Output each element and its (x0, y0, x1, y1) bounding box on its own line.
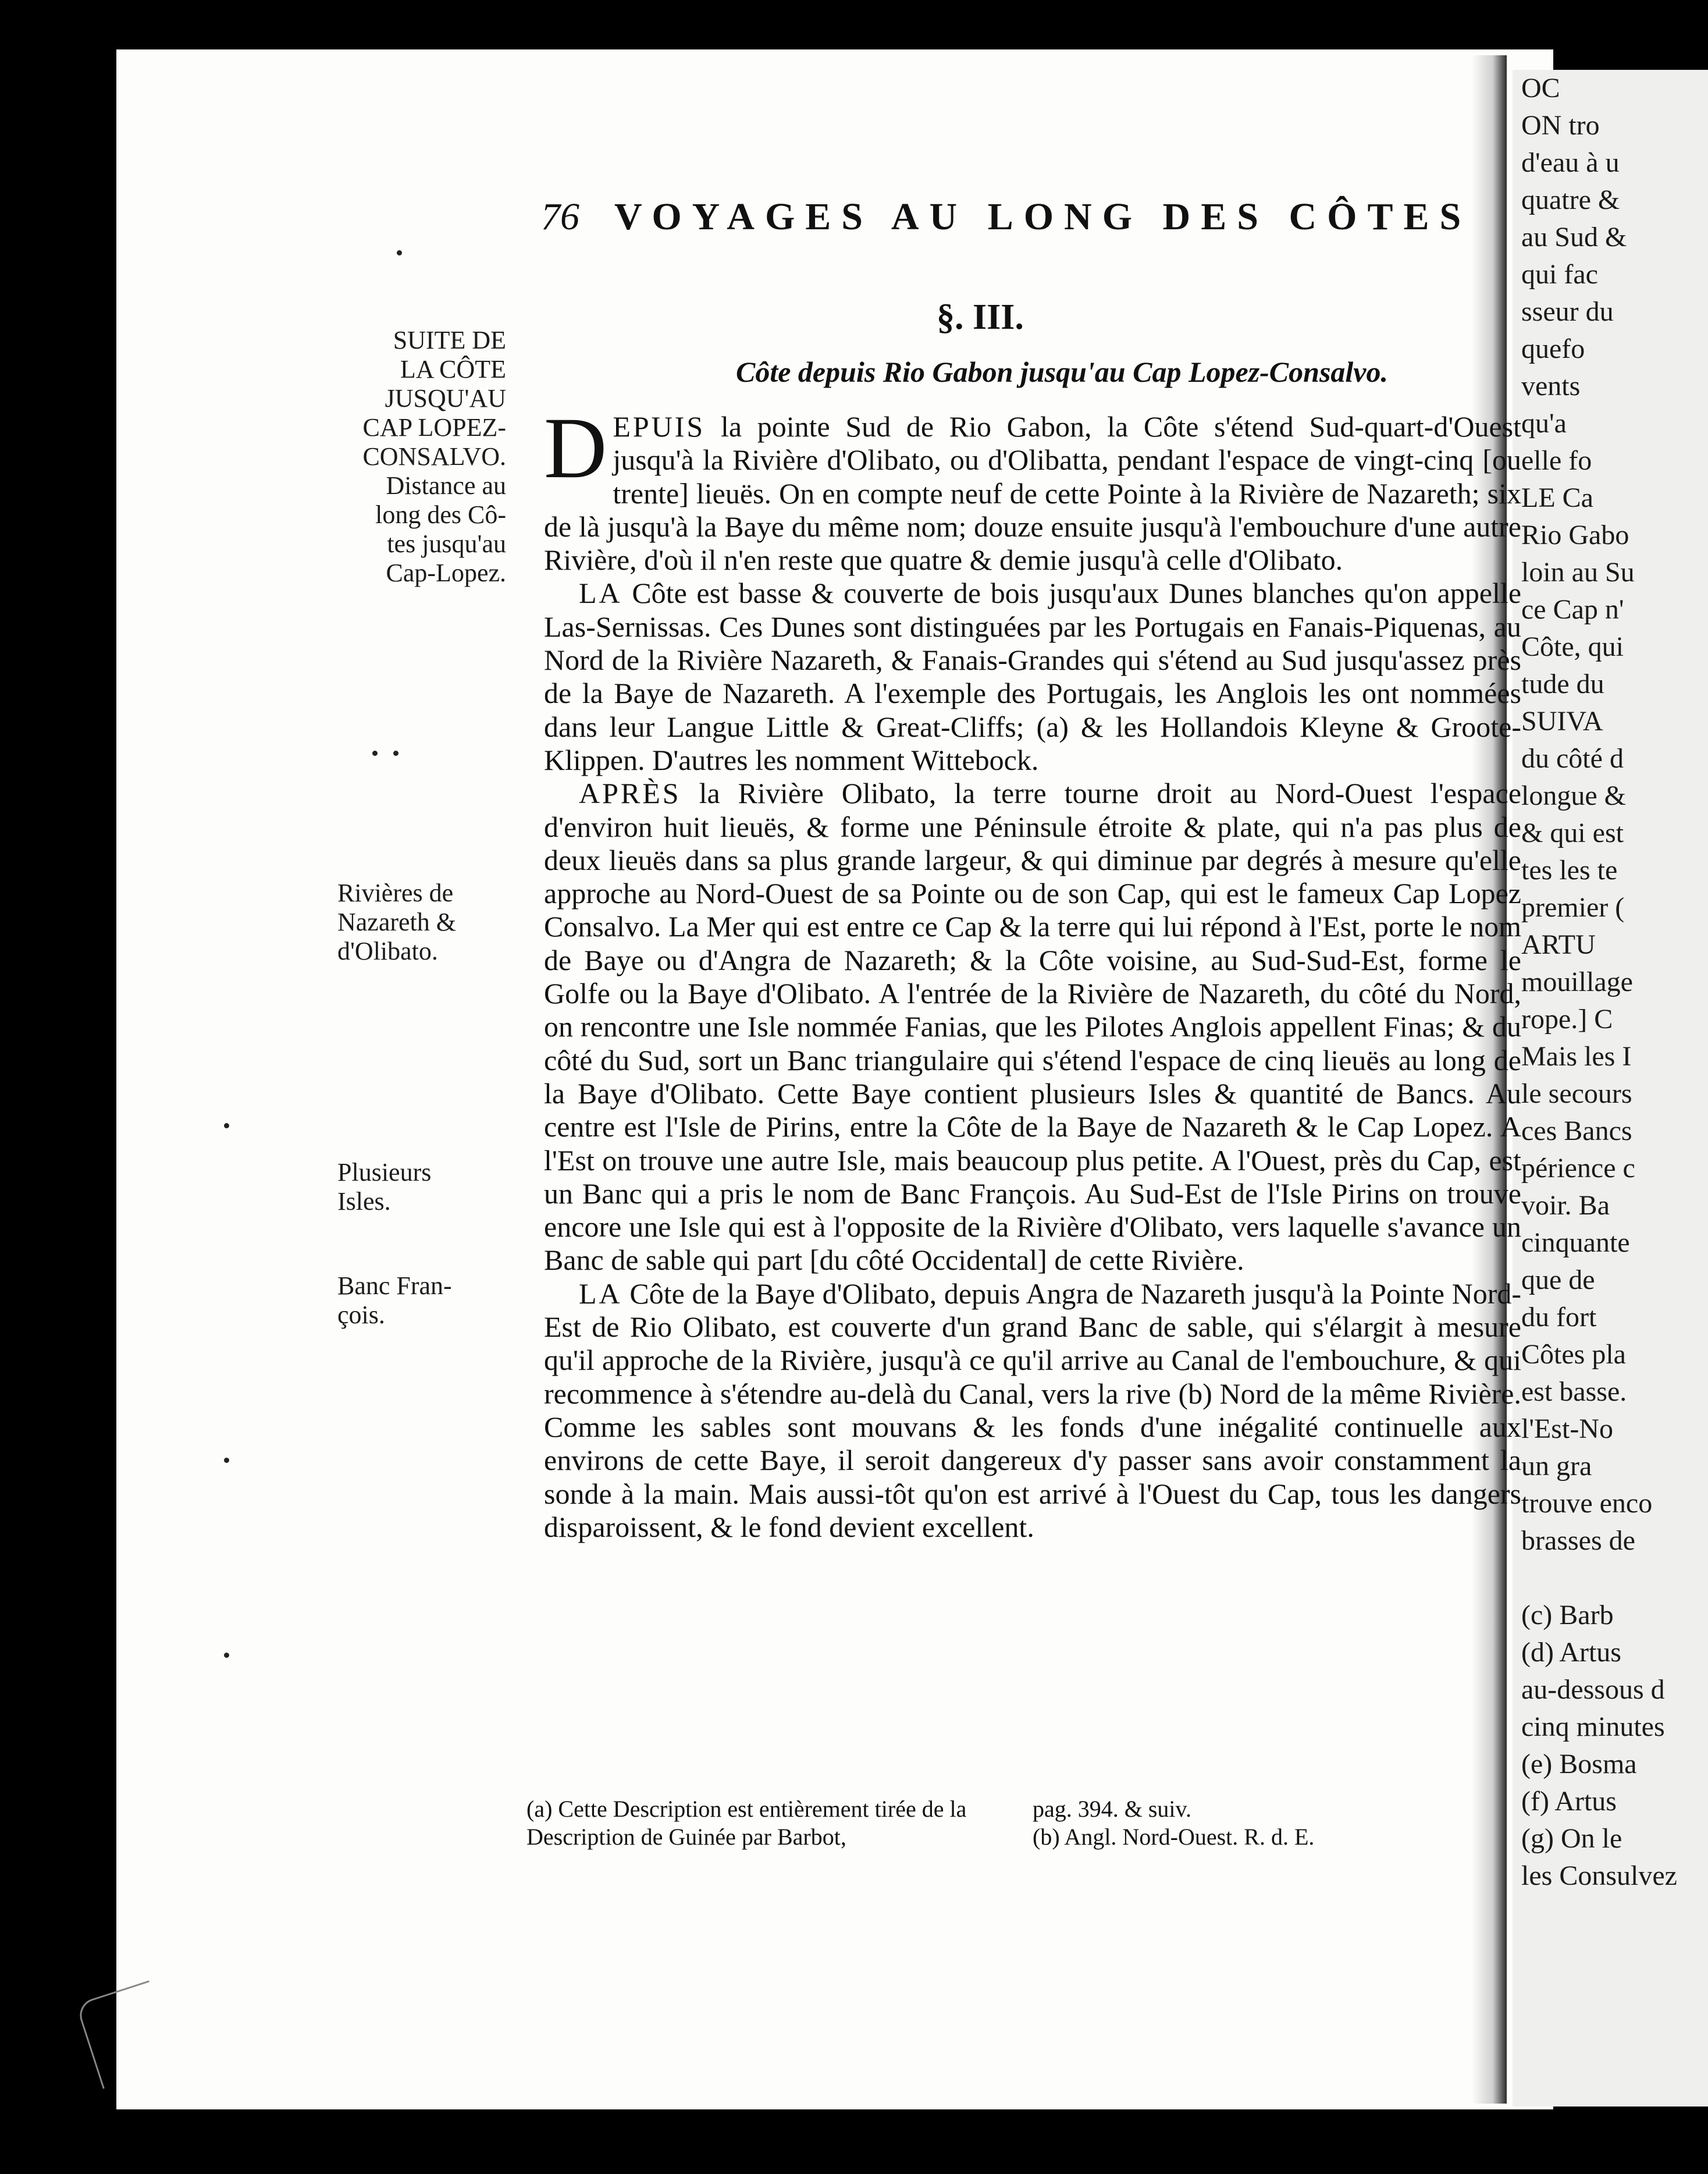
facing-page-line: (d) Artus (1521, 1637, 1621, 1668)
running-header (541, 195, 1483, 239)
facing-page-line: quefo (1521, 333, 1585, 364)
facing-page-line: ce Cap n' (1521, 594, 1624, 625)
facing-page-line: les Consulvez (1521, 1860, 1677, 1891)
margin-dot (224, 1458, 229, 1463)
facing-page-line: ces Bancs (1521, 1116, 1632, 1146)
margin-note-banc (337, 1271, 506, 1330)
margin-note-line: SUITE DE (393, 326, 506, 354)
facing-page-line: (f) Artus (1521, 1786, 1617, 1817)
margin-dot (372, 751, 378, 756)
facing-page (1513, 70, 1708, 2106)
paragraph-text: la pointe Sud de Rio Gabon, la Côte s'étend Sud-quart-d'Ouest jusqu'à la Rivière d'Olibato, ou d'Olibatta, pendant l'espace de vingt-cinq [ou trente] lieuës. On en compte neuf de cette Pointe à la Rivière de Nazareth; six de là jusqu'à la Baye du même nom; douze ensuite jusqu'à l'embouchure d'une autre Rivière, d'où il n'en reste que quatre & demie jusqu'à celle d'Olibato. (544, 410, 1521, 577)
margin-note-line: tes jusqu'au (387, 530, 506, 558)
facing-page-line: sseur du (1521, 296, 1614, 327)
facing-page-line: LE Ca (1521, 482, 1593, 513)
margin-note-line: çois. (337, 1301, 385, 1329)
facing-page-line: ON tro (1521, 110, 1600, 141)
facing-page-line: Rio Gabo (1521, 520, 1629, 550)
section-number: §. III. (937, 297, 1024, 337)
facing-page-line: ARTU (1521, 929, 1596, 960)
facing-page-line: SUIVA (1521, 706, 1603, 737)
margin-dot (224, 1653, 229, 1658)
margin-note-line: Banc Fran- (337, 1271, 452, 1300)
margin-note-line: d'Olibato. (337, 937, 438, 965)
facing-page-line: que de (1521, 1264, 1595, 1295)
paragraph-text: Côte de la Baye d'Olibato, depuis Angra de Nazareth jusqu'à la Pointe Nord-Est de Rio Olibato, est couverte d'un grand Banc de sable, qui s'élargit à mesure qu'il approche de la Rivière, jusqu'à ce qu'il arrive au Canal de l'embouchure, & qui recommence à s'étendre au-delà du Canal, vers la rive (b) Nord de la même Rivière. Comme les sables sont mouvans & les fonds d'une inégalité continuelle aux environs de cette Baye, il seroit dangereux d'y passer sans avoir constamment la sonde à la main. Mais aussi-tôt qu'on est arrivé à l'Ouest du Cap, tous les dangers disparoissent, & le fond devient excellent. (544, 1277, 1522, 1543)
margin-note-suite (337, 326, 506, 588)
margin-note-line: Cap-Lopez. (386, 559, 506, 587)
facing-page-line: tude du (1521, 669, 1604, 699)
facing-page-line: est basse. (1521, 1376, 1627, 1407)
margin-dot (397, 250, 402, 255)
facing-page-line: voir. Ba (1521, 1190, 1610, 1221)
facing-page-text (1521, 70, 1708, 1895)
running-title: VOYAGES AU LONG DES CÔTES (614, 196, 1472, 238)
margin-note-isles (337, 1158, 506, 1216)
facing-page-line: un gra (1521, 1451, 1592, 1482)
margin-note-line: Rivières de (337, 879, 454, 907)
facing-page-line: qui fac (1521, 259, 1598, 290)
facing-page-line: l'Est-No (1521, 1413, 1613, 1444)
facing-page-line: (c) Barb (1521, 1600, 1614, 1630)
lead-word: EPUIS (613, 410, 706, 443)
facing-page-line: du fort (1521, 1302, 1597, 1333)
body-text (544, 400, 1522, 1544)
margin-note-line: Distance au (386, 471, 506, 500)
paragraph (544, 1277, 1521, 1544)
paragraph-text: Côte est basse & couverte de bois jusqu'aux Dunes blanches qu'on appelle Las-Sernissas. Ces Dunes sont distinguées par les Portugais en Fanais-Piquenas, au Nord de la Rivière Nazareth, & Fanais-Grandes qui s'étend au Sud jusqu'assez près de la Baye de Nazareth. A l'exemple des Portugais, les Anglois les ont nommées dans leur Langue Little & Great-Cliffs; (a) & les Hollandois Kleyne & Groote-Klippen. D'autres les nomment Wittebock. (544, 577, 1522, 776)
facing-page-line: elle fo (1521, 445, 1592, 476)
margin-note-line: LA CÔTE (400, 355, 506, 383)
lead-word: LA (579, 1277, 622, 1310)
margin-note-line: long des Cô- (375, 500, 506, 529)
facing-page-line: longue & (1521, 780, 1626, 811)
margin-dot (393, 751, 398, 756)
facing-page-line (1521, 1560, 1708, 1597)
footnote-column-2 (1033, 1795, 1498, 1851)
facing-page-line: & qui est (1521, 818, 1624, 848)
lead-word: LA (579, 577, 622, 610)
drop-cap: D (544, 400, 607, 496)
facing-page-line: du côté d (1521, 743, 1624, 774)
facing-page-line: vents (1521, 371, 1581, 402)
facing-page-line: trouve enco (1521, 1488, 1653, 1519)
margin-note-line: JUSQU'AU (385, 384, 506, 413)
facing-page-line: qu'a (1521, 408, 1567, 439)
section-title: Côte depuis Rio Gabon jusqu'au Cap Lopez-Consalvo. (736, 356, 1388, 388)
paragraph (544, 777, 1521, 1277)
margin-note-line: Isles. (337, 1187, 391, 1216)
paragraph-text: la Rivière Olibato, la terre tourne droit au Nord-Ouest l'espace d'environ huit lieuës, & forme une Péninsule étroite & plate, qui n'a pas plus de deux lieuës dans sa plus grande largeur, & qui diminue par degrés à mesure qu'elle approche au Nord-Ouest de sa Pointe ou de son Cap, qui est le fameux Cap Lopez Consalvo. La Mer qui est entre ce Cap & la terre qui lui répond à l'Est, porte le nom de Baye ou d'Angra de Nazareth; & la Côte voisine, au Sud-Sud-Est, forme le Golfe ou la Baye d'Olibato. A l'entrée de la Rivière de Nazareth, du côté du Nord, on rencontre une Isle nommée Fanias, que les Pilotes Anglois appellent Finas; & du côté du Sud, sort un Banc triangulaire qui s'étend l'espace de cinq lieuës au long de la Baye d'Olibato. Cette Baye contient plusieurs Isles & quantité de Bancs. Au centre est l'Isle de Pirins, entre la Côte de la Baye de Nazareth & le Cap Lopez. A l'Est on trouve une autre Isle, mais beaucoup plus petite. A l'Ouest, près du Cap, est un Banc qui a pris le nom de Banc François. Au Sud-Est de l'Isle Pirins on trouve encore une Isle qui est à l'opposite de la Rivière d'Olibato, vers laquelle s'avance un Banc de sable qui part [du côté Occidental] de cette Rivière. (544, 777, 1522, 1277)
facing-page-line: le secours (1521, 1078, 1632, 1109)
facing-page-line: périence c (1521, 1153, 1635, 1184)
facing-page-line: (g) On le (1521, 1823, 1622, 1854)
facing-page-line: d'eau à u (1521, 147, 1620, 178)
facing-page-line: cinq minutes (1521, 1711, 1665, 1742)
facing-page-line: cinquante (1521, 1227, 1630, 1258)
facing-page-line: loin au Su (1521, 557, 1635, 588)
footnote-b: (b) Angl. Nord-Ouest. R. d. E. (1033, 1824, 1315, 1850)
facing-page-line: mouillage (1521, 967, 1633, 997)
facing-page-line: au Sud & (1521, 222, 1627, 253)
facing-page-line: (e) Bosma (1521, 1749, 1637, 1779)
facing-page-line: Mais les I (1521, 1041, 1632, 1072)
lead-word: APRÈS (579, 777, 681, 810)
facing-page-line: au-dessous d (1521, 1674, 1665, 1705)
footnote-a-continued: pag. 394. & suiv. (1033, 1796, 1191, 1822)
facing-page-line: quatre & (1521, 184, 1620, 215)
paragraph (544, 577, 1521, 777)
facing-page-line: Côte, qui (1521, 631, 1624, 662)
facing-page-line: Côtes pla (1521, 1339, 1626, 1370)
margin-dot (224, 1123, 229, 1128)
footnote-a: (a) Cette Description est entièrement tirée de la Description de Guinée par Barbot, (526, 1796, 967, 1850)
margin-note-line: Plusieurs (337, 1158, 432, 1187)
facing-page-line: rope.] C (1521, 1004, 1613, 1035)
facing-page-line: premier ( (1521, 892, 1625, 923)
facing-page-line: OC (1521, 73, 1560, 104)
page-number: 76 (541, 196, 579, 238)
facing-page-line: tes les te (1521, 855, 1618, 886)
margin-note-line: Nazareth & (337, 908, 456, 936)
margin-note-line: CONSALVO. (362, 442, 506, 471)
facing-page-line: brasses de (1521, 1525, 1635, 1556)
margin-note-line: CAP LOPEZ- (362, 413, 506, 442)
paragraph (544, 400, 1521, 577)
margin-note-rivieres (337, 879, 506, 966)
